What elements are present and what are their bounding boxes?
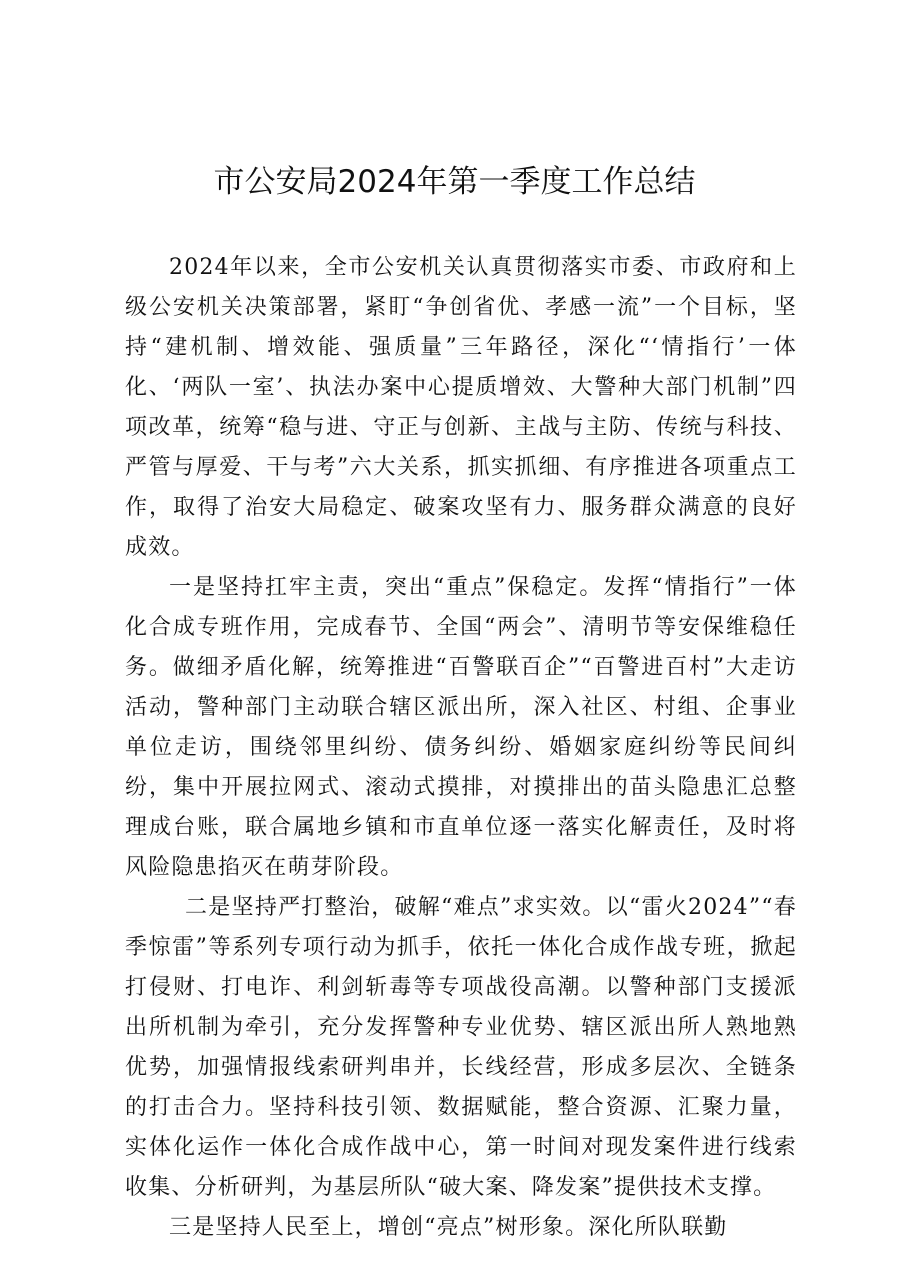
document-body <box>125 248 797 1248</box>
paragraph-point-one: 一是坚持扛牢主责，突出“重点”保稳定。发挥“情指行”一体化合成专班作用，完成春节、全国“两会”、清明节等安保维稳任务。做细矛盾化解，统筹推进“百警联百企”“百警进百村”大走访活动，警种部门主动联合辖区派出所，深入社区、村组、企事业单位走访，围绕邻里纠纷、债务纠纷、婚姻家庭纠纷等民间纠纷，集中开展拉网式、滚动式摸排，对摸排出的苗头隐患汇总整理成台账，联合属地乡镇和市直单位逐一落实化解责任，及时将风险隐患掐灭在萌芽阶段。 <box>125 575 797 880</box>
paragraph-intro: 2024年以来，全市公安机关认真贯彻落实市委、市政府和上级公安机关决策部署，紧盯“争创省优、孝感一流”一个目标，坚持“建机制、增效能、强质量”三年路径，深化“‘情指行’一体化、‘两队一室’、执法办案中心提质增效、大警种大部门机制”四项改革，统筹“稳与进、守正与创新、主战与主防、传统与科技、严管与厚爱、干与考”六大关系，抓实抓细、有序推进各项重点工作，取得了治安大局稳定、破案攻坚有力、服务群众满意的良好成效。 <box>125 255 797 560</box>
paragraph-point-three: 三是坚持人民至上，增创“亮点”树形象。深化所队联勤 <box>169 1215 728 1240</box>
document-title: 市公安局2024年第一季度工作总结 <box>213 164 696 200</box>
paragraph-point-two: 二是坚持严打整治，破解“难点”求实效。以“雷火2024”“春季惊雷”等系列专项行动为抓手，依托一体化合成作战专班，掀起打侵财、打电诈、利剑斩毒等专项战役高潮。以警种部门支援派出所机制为牵引，充分发挥警种专业优势、辖区派出所人熟地熟优势，加强情报线索研判串并，长线经营，形成多层次、全链条的打击合力。坚持科技引领、数据赋能，整合资源、汇聚力量，实体化运作一体化合成作战中心，第一时间对现发案件进行线索收集、分析研判，为基层所队“破大案、降发案”提供技术支撑。 <box>125 895 797 1200</box>
